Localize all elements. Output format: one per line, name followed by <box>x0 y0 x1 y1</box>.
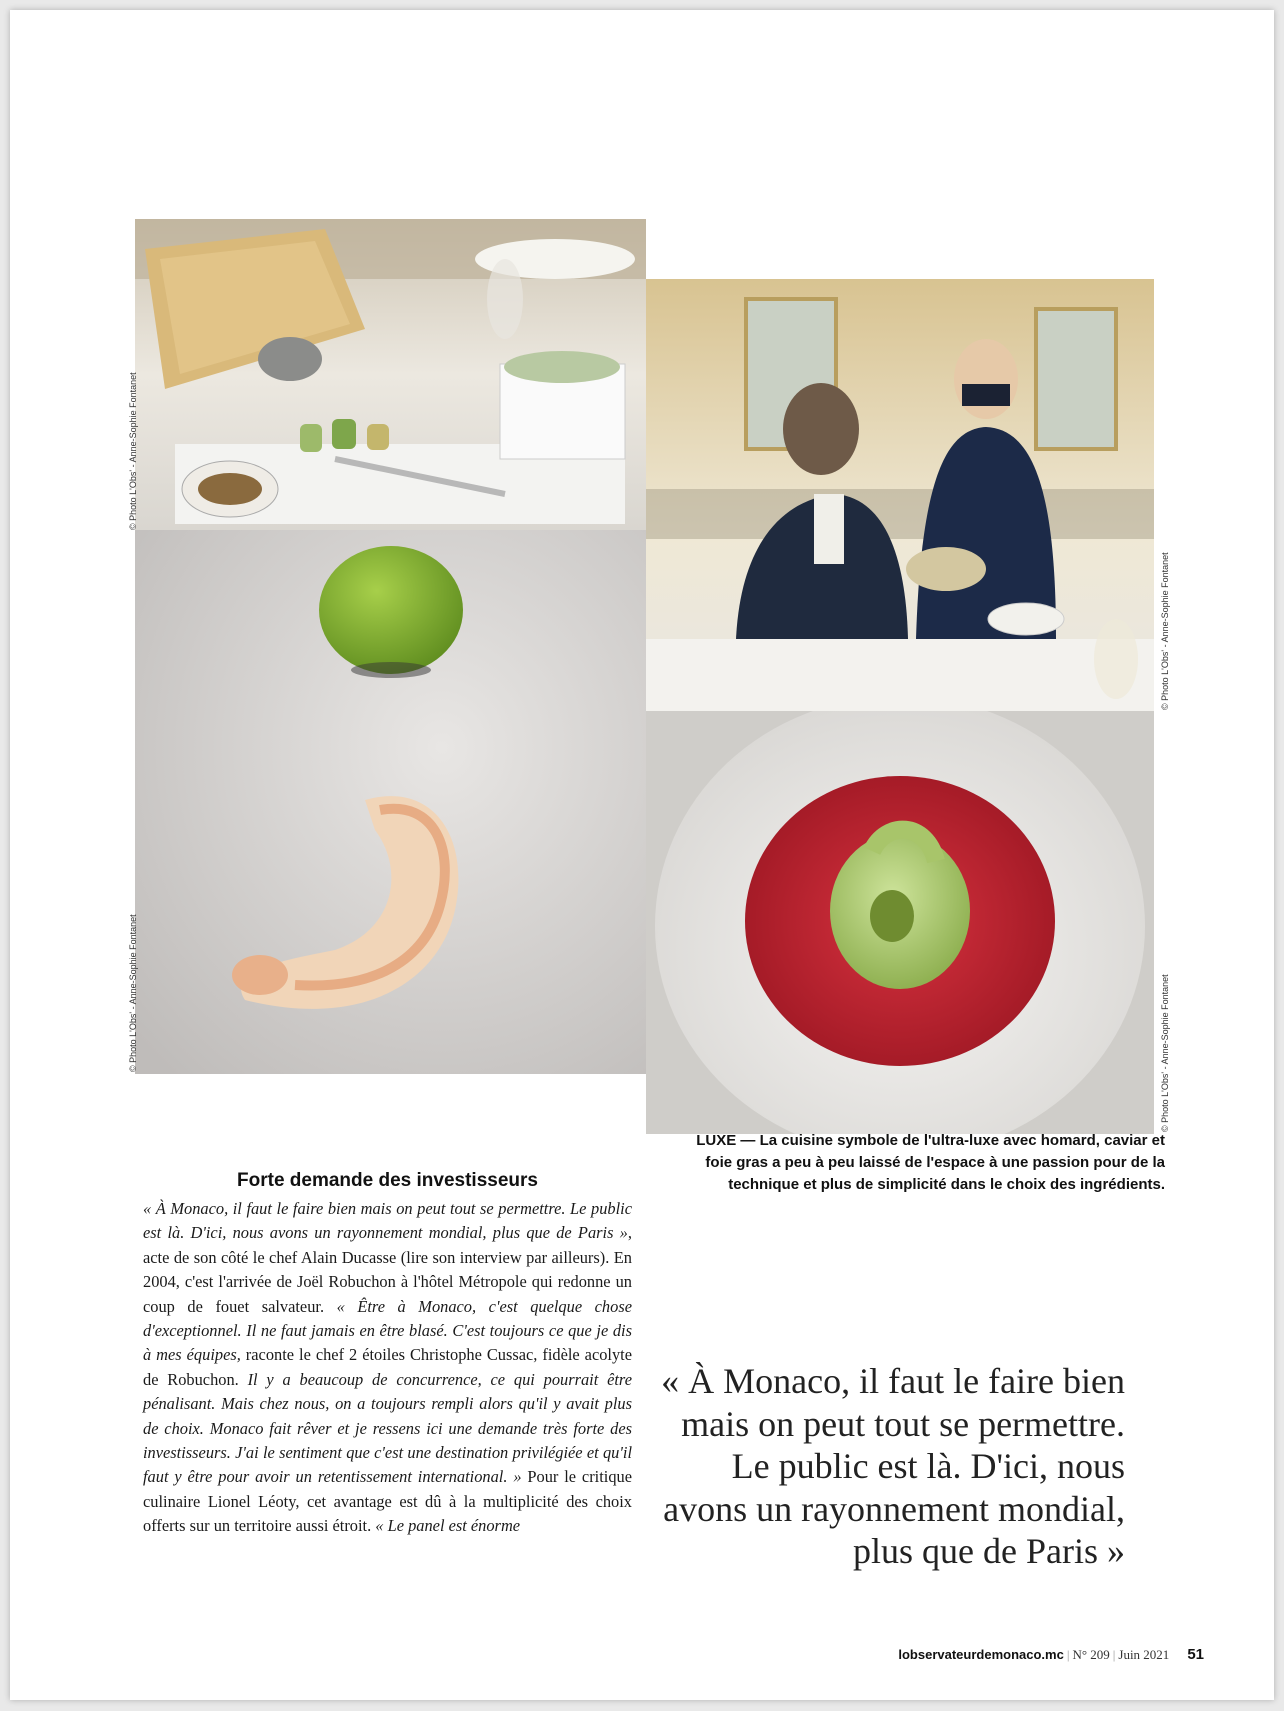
caption-text: La cuisine symbole de l'ultra-luxe avec homard, caviar et foie gras a peu à peu laissé de l'espace à une passion pour de la technique et plus de simplicité dans le choix des ingrédients. <box>705 1132 1165 1193</box>
footer-issue: N° 209 <box>1072 1647 1110 1662</box>
page-number: 51 <box>1187 1646 1204 1663</box>
article-body <box>143 1197 632 1539</box>
photo-raspberry-dessert-icon <box>646 711 1154 1134</box>
photo-credit: © Photo L'Obs' - Anne-Sophie Fontanet <box>128 372 138 530</box>
footer-separator: | <box>1066 1647 1070 1662</box>
quote-cussac-1: « Être à Monaco, c'est quelque chose d'exceptionnel. Il ne faut jamais en être blasé. C'est toujours ce que je dis à mes équipes, <box>143 1296 632 1365</box>
footer-separator: | <box>1112 1647 1116 1662</box>
prawn-dish-photo <box>135 530 646 1074</box>
magazine-page <box>10 10 1274 1700</box>
photo-table-setting-icon <box>135 219 646 530</box>
quote-cussac-2: Il y a beaucoup de concurrence, ce qui pourrait être pénalisant. Mais chez nous, on a toujours rempli alors qu'il y avait plus de choix. Monaco fait rêver et je ressens ici une demande très forte des investisseurs. J'ai le sentiment que c'est une destination privilégiée et qu'il faut y être pour avoir un retentissement international. » <box>143 1369 632 1487</box>
body-text-3: Pour le critique culinaire Lionel Léoty, cet avantage est dû à la multiplicité des choix offerts sur un territoire aussi étroit. <box>143 1467 632 1536</box>
photo-credit: © Photo L'Obs' - Anne-Sophie Fontanet <box>1160 552 1170 710</box>
quote-leoty: « Le panel est énorme <box>375 1516 521 1536</box>
raspberry-dessert-photo <box>646 711 1154 1134</box>
restaurant-service-photo <box>646 279 1154 711</box>
article-subheading: Forte demande des investisseurs <box>237 1170 538 1191</box>
body-text-2: raconte le chef 2 étoiles Christophe Cussac, fidèle acolyte de Robuchon. <box>143 1345 632 1389</box>
photo-caption <box>690 1130 1165 1196</box>
pull-quote: « À Monaco, il faut le faire bien mais on peut tout se permettre. Le public est là. D'ici, nous avons un rayonnement mondial, plus que de Paris » <box>661 1361 1125 1571</box>
body-text-1: , acte de son côté le chef Alain Ducasse (lire son interview par ailleurs). En 2004, c'est l'arrivée de Joël Robuchon à l'hôtel Métropole qui redonne un coup de fouet salvateur. <box>143 1223 632 1316</box>
photo-credit: © Photo L'Obs' - Anne-Sophie Fontanet <box>1160 974 1170 1132</box>
photo-credit: © Photo L'Obs' - Anne-Sophie Fontanet <box>128 914 138 1072</box>
photo-restaurant-service-icon <box>646 279 1154 711</box>
footer-site: lobservateurdemonaco.mc <box>898 1647 1064 1662</box>
page-footer <box>898 1646 1204 1663</box>
caption-lead: LUXE — <box>696 1132 756 1149</box>
footer-date: Juin 2021 <box>1118 1647 1170 1662</box>
table-setting-photo <box>135 219 646 530</box>
photo-prawn-dish-icon <box>135 530 646 1074</box>
quote-ducasse: « À Monaco, il faut le faire bien mais on peut tout se permettre. Le public est là. D'ici, nous avons un rayonnement mondial, plus que de Paris » <box>143 1199 632 1243</box>
